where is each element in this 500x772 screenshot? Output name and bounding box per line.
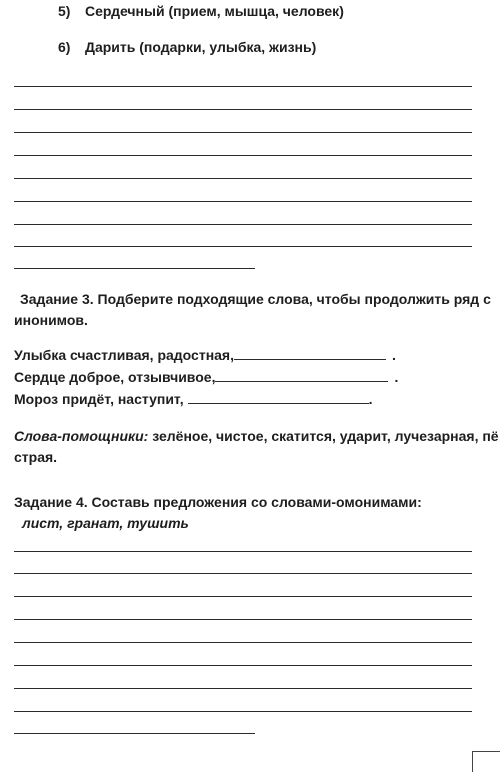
answer-line-short[interactable] bbox=[14, 268, 255, 269]
answer-line[interactable] bbox=[14, 155, 472, 156]
answer-line[interactable] bbox=[14, 246, 472, 247]
list-item-6 bbox=[58, 39, 316, 55]
helpers-line-1 bbox=[14, 428, 499, 444]
task4-words: лист, гранат, тушить bbox=[22, 515, 189, 531]
answer-line[interactable] bbox=[14, 86, 472, 87]
page-corner-frame bbox=[472, 751, 500, 772]
helpers-words: зелёное, чистое, скатится, ударит, лучезарная, пё bbox=[152, 428, 499, 444]
line-text: Мороз придёт, наступит, bbox=[14, 391, 184, 407]
answer-line[interactable] bbox=[14, 178, 472, 179]
answer-line[interactable] bbox=[14, 642, 472, 643]
answer-line[interactable] bbox=[14, 619, 472, 620]
line-end: . bbox=[394, 369, 399, 385]
task3-line-1 bbox=[14, 347, 396, 363]
task4-title: Задание 4. Составь предложения со словами-омонимами: bbox=[14, 494, 422, 510]
answer-line[interactable] bbox=[14, 665, 472, 666]
task3-line-2 bbox=[14, 369, 398, 385]
answer-line[interactable] bbox=[14, 573, 472, 574]
answer-blank[interactable] bbox=[215, 369, 388, 382]
answer-blank[interactable] bbox=[188, 391, 369, 404]
line-text: Сердце доброе, отзывчивое, bbox=[14, 369, 216, 385]
helpers-label: Слова-помощники: bbox=[14, 428, 149, 444]
answer-line[interactable] bbox=[14, 688, 472, 689]
answer-line[interactable] bbox=[14, 551, 472, 552]
answer-line[interactable] bbox=[14, 711, 472, 712]
answer-line[interactable] bbox=[14, 109, 472, 110]
answer-line[interactable] bbox=[14, 596, 472, 597]
answer-blank[interactable] bbox=[234, 347, 386, 360]
item-text: Дарить (подарки, улыбка, жизнь) bbox=[85, 39, 317, 55]
item-number: 5) bbox=[58, 3, 71, 19]
line-text: Улыбка счастливая, радостная, bbox=[14, 347, 234, 363]
list-item-5 bbox=[58, 3, 344, 19]
item-text: Сердечный (прием, мышца, человек) bbox=[85, 3, 344, 19]
line-end: . bbox=[392, 347, 396, 363]
answer-line[interactable] bbox=[14, 201, 472, 202]
task3-title-cont: инонимов. bbox=[14, 312, 88, 328]
answer-line-short[interactable] bbox=[14, 733, 255, 734]
line-end: . bbox=[368, 391, 373, 407]
task3-line-3 bbox=[14, 391, 373, 407]
answer-line[interactable] bbox=[14, 224, 472, 225]
item-number: 6) bbox=[58, 39, 71, 55]
answer-line[interactable] bbox=[14, 132, 472, 133]
task3-title: Задание 3. Подберите подходящие слова, чтобы продолжить ряд с bbox=[20, 291, 491, 307]
helpers-line-2: страя. bbox=[14, 449, 58, 465]
